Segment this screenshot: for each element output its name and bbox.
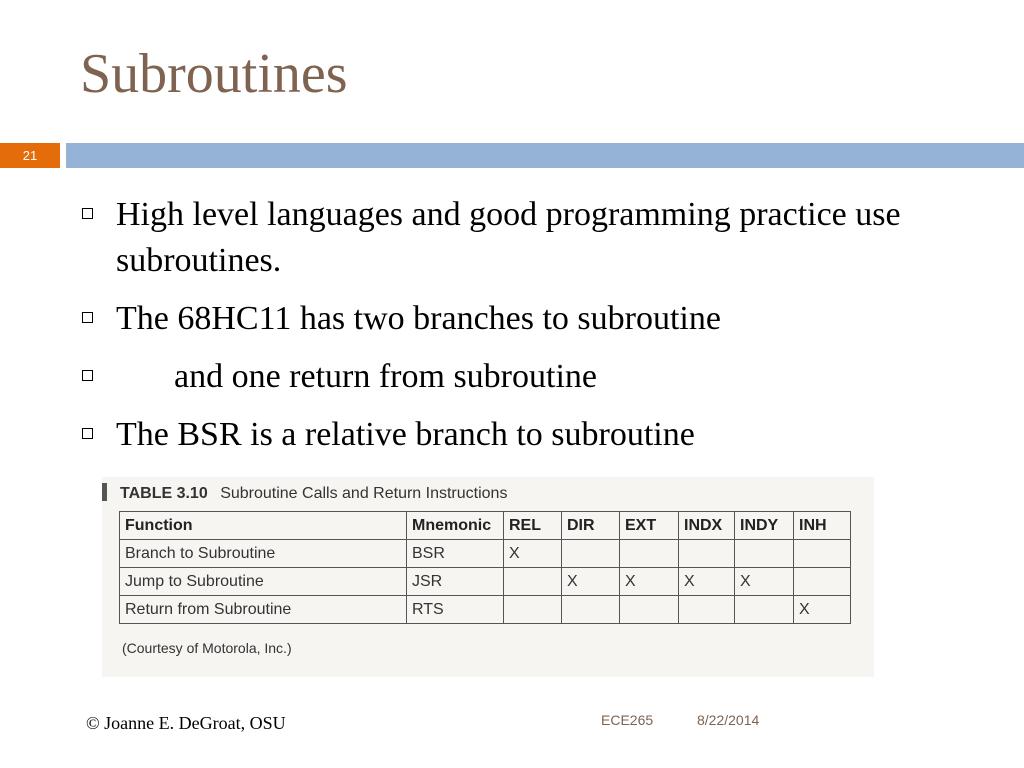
table-row [120,568,851,596]
table-row [120,596,851,624]
table-cell [735,596,794,624]
table-cell [562,596,620,624]
table-cell: JSR [407,568,504,596]
column-header: INDY [735,512,794,540]
slide-number: 21 [0,143,60,168]
table-figure [102,477,874,677]
table-cell: X [735,568,794,596]
header-bar [66,143,1024,168]
table-caption [120,485,507,503]
column-header: REL [504,512,562,540]
bullet-item [82,192,982,284]
table-cell [679,596,735,624]
table-cell: Branch to Subroutine [120,540,407,568]
bullet-item [82,296,982,342]
table-cell: X [679,568,735,596]
square-bullet-icon [82,312,93,323]
instruction-table [119,511,851,624]
table-cell: X [562,568,620,596]
table-header-row [120,512,851,540]
table-cell: X [620,568,679,596]
bullet-item [82,412,982,458]
footer-course: ECE265 [601,712,654,728]
bullet-item [82,354,982,400]
table-cell: Jump to Subroutine [120,568,407,596]
column-header: Function [120,512,407,540]
bullet-list [82,192,982,470]
table-cell [620,540,679,568]
table-cell [620,596,679,624]
column-header: INDX [679,512,735,540]
table-cell: RTS [407,596,504,624]
table-row [120,540,851,568]
slide-title: Subroutines [80,43,348,105]
column-header: EXT [620,512,679,540]
table-credit: (Courtesy of Motorola, Inc.) [122,640,292,656]
table-cell: Return from Subroutine [120,596,407,624]
table-cell: BSR [407,540,504,568]
column-header: DIR [562,512,620,540]
bullet-text: The 68HC11 has two branches to subroutine [116,300,721,337]
table-cell [794,540,851,568]
column-header: Mnemonic [407,512,504,540]
table-cell [735,540,794,568]
table-cell [679,540,735,568]
bullet-text: The BSR is a relative branch to subroutine [116,416,695,453]
table-cell [794,568,851,596]
column-header: INH [794,512,851,540]
table-cell [504,596,562,624]
square-bullet-icon [82,428,93,439]
bullet-text: High level languages and good programming practice use subroutines. [116,196,901,279]
table-cell: X [794,596,851,624]
page-edge-mark [102,483,107,501]
table-cell: X [504,540,562,568]
bullet-text: and one return from subroutine [174,358,597,395]
table-cell [504,568,562,596]
square-bullet-icon [82,208,93,219]
table-caption-text: Subroutine Calls and Return Instructions [220,485,508,502]
footer-author: © Joanne E. DeGroat, OSU [86,713,286,733]
footer-date: 8/22/2014 [697,712,760,728]
table-number: TABLE 3.10 [120,485,208,502]
table-cell [562,540,620,568]
square-bullet-icon [82,370,93,381]
